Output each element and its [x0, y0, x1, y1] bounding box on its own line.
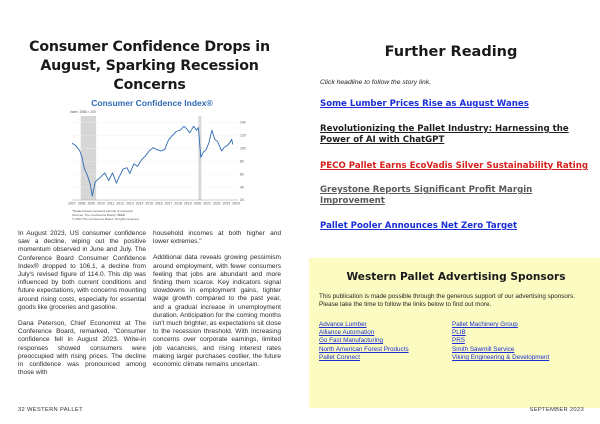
footer-page-label: 32 WESTERN PALLET — [18, 407, 83, 413]
story-link-ai-chatgpt[interactable]: Revolutionizing the Pallet Industry: Harnessing the Power of AI with ChatGPT — [320, 124, 569, 146]
article-column-1 — [18, 230, 146, 385]
x-tick-label: 2017 — [164, 201, 173, 206]
article-paragraph: Additional data reveals growing pessimism around employment, with fewer consumers feeling that jobs are abundant and more finding them scarce. Key indicators signal slowdowns in employment gains, tighter wage growth compared to the past year, and a gradual increase in unemployment duration. Anticipation for the coming months isn't much brighter, as expectations sit close to the recession threshold. With increasing concerns over corporate earnings, limited job vacancies, and rising interest rates making larger purchases costlier, the future economic climate remains uncertain. — [153, 254, 281, 369]
x-tick-label: 2007 — [68, 201, 76, 206]
sponsor-link-pallet-machinery-group[interactable]: Pallet Machinery Group — [452, 321, 518, 328]
x-tick-label: 2024 — [232, 201, 240, 206]
article-paragraph: In August 2023, US consumer confidence saw a decline, wiping out the positive momentum observed in June and July. The Conference Board Consumer Confidence Index® dropped to 106.1, a decline from July's revised figure of 114.0. This dip was influenced by both current conditions and future expectations, with concerns mounting around rising costs, especially for essential goods like groceries and gasoline. — [18, 230, 146, 311]
sponsor-link-go-fast-manufacturing[interactable]: Go Fast Manufacturing — [319, 337, 384, 345]
chart-title: Consumer Confidence Index® — [91, 98, 213, 108]
x-tick-label: 2015 — [145, 201, 153, 206]
article-paragraph: Dana Peterson, Chief Economist at The Conference Board, remarked, "Consumer confidence fell in August 2023. Write-in responses showed consumers were preoccupied with rising prices. The decline in confidence was pronounced among those with — [18, 320, 146, 377]
article-paragraph: household incomes at both higher and lower extremes." — [153, 230, 281, 246]
sponsor-link-north-american-forest-products[interactable]: North American Forest Products — [319, 345, 409, 353]
x-tick-label: 2008 — [77, 201, 86, 206]
x-tick-label: 2012 — [116, 201, 125, 206]
further-reading-title: Further Reading — [384, 44, 518, 60]
x-tick-label: 2020 — [193, 201, 202, 206]
sponsor-link-advance-lumber[interactable]: Advance Lumber — [319, 321, 367, 328]
chart-subtitle: Index, 1985 = 100 — [70, 110, 96, 114]
x-tick-label: 2019 — [184, 201, 192, 206]
y-tick-label: 100 — [240, 146, 246, 151]
sponsor-link-plib[interactable]: PLIB — [452, 329, 466, 337]
sponsor-title: Western Pallet Advertising Sponsors — [346, 271, 566, 283]
x-tick-label: 2021 — [203, 201, 211, 206]
y-tick-label: 40 — [240, 185, 244, 190]
chart-note-recession: *Shaded areas represent periods of recession — [72, 209, 134, 213]
sponsor-list-left — [319, 321, 409, 362]
story-link-pallet-pooler[interactable]: Pallet Pooler Announces Net Zero Target — [320, 221, 518, 231]
sponsor-link-pallet-connect[interactable]: Pallet Connect — [319, 353, 360, 361]
x-tick-label: 2016 — [155, 201, 163, 206]
x-tick-label: 2014 — [135, 201, 144, 206]
story-link-lumber-prices[interactable]: Some Lumber Prices Rise as August Wanes — [320, 99, 529, 109]
x-tick-label: 2023 — [222, 201, 231, 206]
footer-date: SEPTEMBER 2023 — [529, 407, 584, 413]
consumer-confidence-chart — [58, 96, 246, 228]
sponsor-panel — [309, 258, 600, 408]
chart-note-sources: Sources: The Conference Board; NBER — [72, 213, 125, 217]
article-column-2 — [153, 230, 281, 377]
x-tick-label: 2010 — [97, 201, 105, 206]
x-tick-label: 2013 — [126, 201, 134, 206]
x-tick-label: 2011 — [106, 201, 115, 206]
story-link-greystone[interactable]: Greystone Reports Significant Profit Margin Improvement — [320, 185, 533, 207]
y-tick-label: 120 — [240, 133, 246, 138]
sponsor-intro: This publication is made possible through the generous support of our advertising sponsors. Please take the time to follow the links below to find out more. — [319, 293, 575, 308]
y-tick-label: 80 — [240, 159, 244, 164]
sponsor-link-viking-engineering[interactable]: Viking Engineering & Development — [452, 353, 550, 361]
chart-note-copyright: © 2023 The Conference Board. All rights reserved. — [72, 217, 140, 221]
further-reading-instruction: Click headline to follow the story link. — [320, 79, 432, 86]
y-tick-label: 60 — [240, 172, 244, 177]
sponsor-link-smith-sawmill-service[interactable]: Smith Sawmill Service — [452, 345, 515, 353]
sponsor-link-prs[interactable]: PRS — [452, 337, 465, 345]
sponsor-list-right — [452, 321, 549, 362]
article-title: Consumer Confidence Drops in August, Sparking Recession Concerns — [29, 39, 270, 93]
x-tick-label: 2018 — [174, 201, 182, 206]
sponsor-link-alliance-automation[interactable]: Alliance Automation — [319, 329, 375, 337]
x-tick-label: 2009 — [87, 201, 96, 206]
article-header — [18, 38, 281, 95]
y-tick-label: 20 — [240, 198, 244, 203]
story-link-peco-ecovadis[interactable]: PECO Pallet Earns EcoVadis Silver Sustainability Rating — [320, 161, 589, 171]
y-tick-label: 140 — [240, 120, 246, 125]
x-tick-label: 2022 — [212, 201, 221, 206]
